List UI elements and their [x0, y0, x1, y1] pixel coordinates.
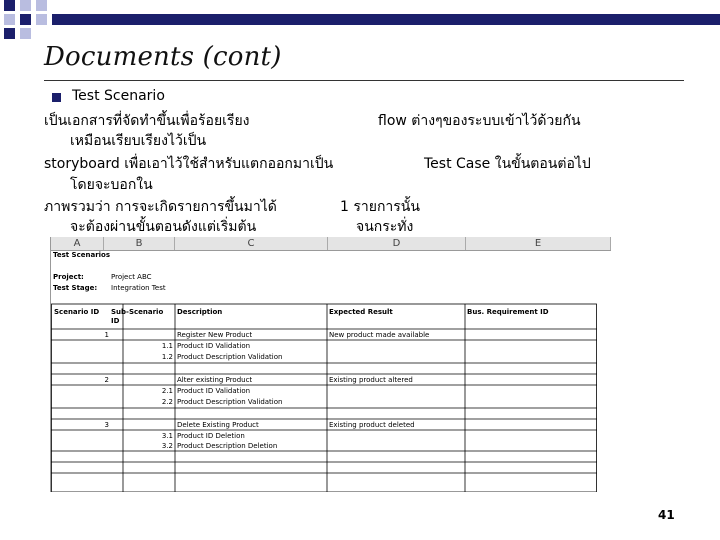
- table-header: Description: [177, 308, 223, 316]
- slide-title: Documents (cont): [44, 42, 282, 72]
- table-cell-scenario-id: 3: [104, 421, 109, 429]
- table-cell-expected-result: Existing product altered: [329, 376, 413, 384]
- body-line: จนกระทั่ง: [356, 219, 414, 235]
- table-cell-scenario-id: 2: [104, 376, 109, 384]
- header-bar: [52, 14, 720, 25]
- table-cell-expected-result: Existing product deleted: [329, 421, 415, 429]
- table-cell-description: Product Description Validation: [177, 353, 283, 361]
- stage-label: Test Stage:: [53, 284, 98, 292]
- table-cell-sub-id: 1.2: [161, 353, 173, 361]
- table-cell-description: Product ID Deletion: [177, 432, 245, 440]
- table-cell-sub-id: 1.1: [161, 342, 173, 350]
- project-label: Project:: [53, 273, 84, 281]
- body-line: flow ต่างๆของระบบเข้าไว้ด้วยกัน: [378, 113, 581, 129]
- project-value: Project ABC: [111, 273, 152, 281]
- table-cell-description: Delete Existing Product: [177, 421, 259, 429]
- body-line: ภาพรวมว่า การจะเกิดรายการขึ้นมาได้: [44, 199, 277, 215]
- table-cell-description: Product ID Validation: [177, 342, 251, 350]
- table-cell-description: Product Description Deletion: [177, 442, 278, 450]
- table-cell-sub-id: 2.2: [161, 398, 173, 406]
- body-line: จะต้องผ่านขั้นตอนดังแต่เริ่มต้น: [70, 219, 257, 235]
- table-cell-description: Alter existing Product: [177, 376, 253, 384]
- table-cell-description: Product Description Validation: [177, 398, 283, 406]
- table-header: Bus. Requirement ID: [467, 308, 549, 316]
- title-divider: [44, 80, 684, 81]
- page-number: 41: [658, 508, 675, 522]
- body-line: โดยจะบอกใน: [70, 177, 153, 193]
- column-header: B: [104, 237, 175, 250]
- table-cell-sub-id: 2.1: [161, 387, 173, 395]
- column-header: E: [466, 237, 611, 250]
- table-header: Scenario ID: [54, 308, 100, 316]
- column-header: D: [328, 237, 466, 250]
- column-header: C: [175, 237, 328, 250]
- table-header: Sub-Scenario ID: [111, 308, 164, 325]
- table-cell-description: Product ID Validation: [177, 387, 251, 395]
- table-cell-description: Register New Product: [177, 331, 253, 339]
- table-cell-sub-id: 3.2: [161, 442, 173, 450]
- column-header: A: [51, 237, 104, 250]
- spreadsheet-screenshot: [50, 237, 611, 492]
- sheet-title: Test Scenarios: [53, 251, 111, 259]
- table-cell-expected-result: New product made available: [329, 331, 430, 339]
- body-line: storyboard เพื่อเอาไว้ใช้สำหรับแตกออกมาเป็น: [44, 156, 334, 172]
- bullet-square-icon: [52, 93, 61, 102]
- body-line: เหมือนเรียบเรียงไว้เป็น: [70, 133, 207, 149]
- body-line: Test Case ในขั้นตอนต่อไป: [424, 156, 591, 172]
- table-cell-scenario-id: 1: [104, 331, 109, 339]
- table-cell-sub-id: 3.1: [161, 432, 173, 440]
- body-line: 1 รายการนั้น: [340, 199, 420, 215]
- section-heading: Test Scenario: [72, 88, 165, 104]
- body-line: เป็นเอกสารที่จัดทำขึ้นเพื่อร้อยเรียง: [44, 113, 250, 129]
- stage-value: Integration Test: [111, 284, 166, 292]
- table-header: Expected Result: [329, 308, 393, 316]
